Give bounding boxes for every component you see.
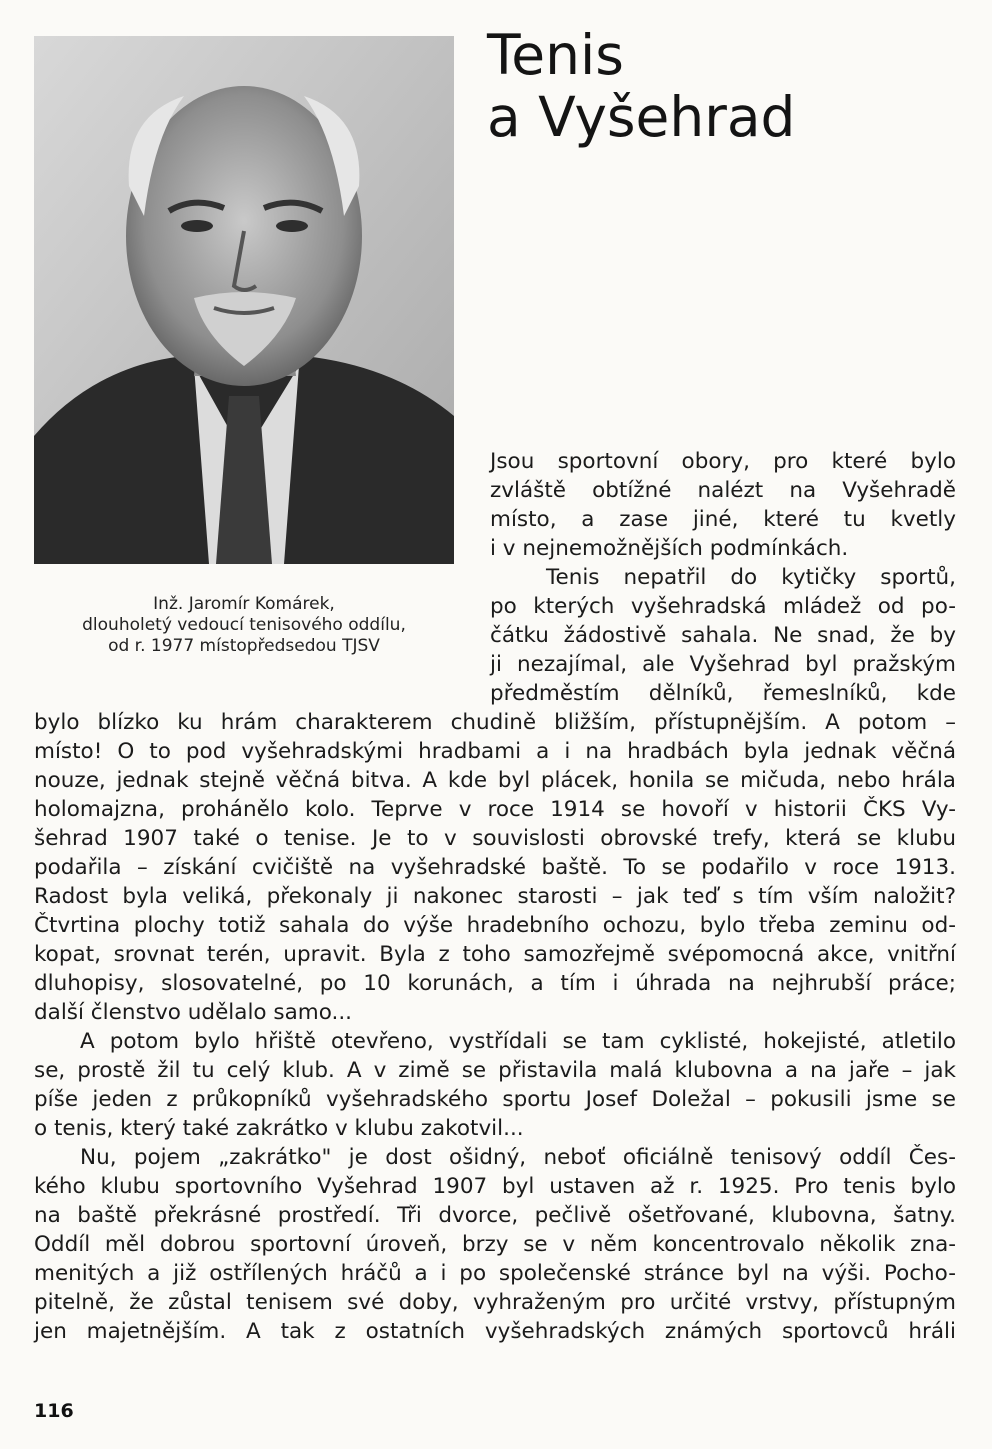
caption-line: Inž. Jaromír Komárek, — [153, 594, 335, 614]
caption-line: od r. 1977 místopředsedou TJSV — [108, 636, 380, 656]
body-line: Nu, pojem „zakrátko" je dost ošidný, neboť oficiálně tenisový oddíl Čes- — [80, 1145, 956, 1170]
caption-line: dlouholetý vedoucí tenisového oddílu, — [82, 615, 406, 635]
body-line: ji nezajímal, ale Vyšehrad byl pražským — [490, 652, 956, 677]
body-line: zvláště obtížné nalézt na Vyšehradě — [490, 478, 956, 503]
body-line: čátku žádostivě sahala. Ne snad, že by — [490, 623, 956, 648]
body-line: Oddíl měl dobrou sportovní úroveň, brzy se v něm koncentrovalo několik zna- — [34, 1232, 956, 1257]
body-line: kopat, srovnat terén, upravit. Byla z toho samozřejmě svépomocná akce, vnitřní — [34, 942, 956, 967]
body-line: A potom bylo hřiště otevřeno, vystřídali se tam cyklisté, hokejisté, atletilo — [80, 1029, 956, 1054]
body-line: holomajzna, prohánělo kolo. Teprve v roce 1914 se hovoří v historii ČKS Vy- — [34, 797, 956, 822]
body-line: další členstvo udělalo samo... — [34, 1000, 353, 1025]
article-title — [487, 24, 795, 148]
page-number: 116 — [34, 1400, 74, 1422]
body-line: i v nejnemožnějších podmínkách. — [490, 536, 849, 561]
body-line: dluhopisy, slosovatelné, po 10 korunách, a tím i úhrada na nejhrubší práce; — [34, 971, 956, 996]
body-line: nouze, jednak stejně věčná bitva. A kde byl plácek, honila se mičuda, nebo hrála — [34, 768, 956, 793]
title-line-2: a Vyšehrad — [487, 85, 796, 149]
body-line: Tenis nepatřil do kytičky sportů, — [546, 565, 956, 590]
body-line: bylo blízko ku hrám charakterem chudině bližším, přístupnějším. A potom – — [34, 710, 956, 735]
title-line-1: Tenis — [487, 23, 624, 87]
body-line: o tenis, který také zakrátko v klubu zakotvil... — [34, 1116, 524, 1141]
body-line: menitých a již ostřílených hráčů a i po společenské stránce byl na výši. Pocho- — [34, 1261, 956, 1286]
body-line: po kterých vyšehradská mládež od po- — [490, 594, 956, 619]
body-line: pitelně, že zůstal tenisem své doby, vyhraženým pro určité vrstvy, přístupným — [34, 1290, 956, 1315]
body-line: místo! O to pod vyšehradskými hradbami a i na hradbách byla jednak věčná — [34, 739, 956, 764]
photo-caption — [34, 594, 454, 657]
body-line: Čtvrtina plochy totiž sahala do výše hradebního ochozu, bylo třeba zeminu od- — [34, 913, 956, 938]
body-line: na baště překrásné prostředí. Tři dvorce, pečlivě ošetřované, klubovna, šatny. — [34, 1203, 956, 1228]
body-line: Jsou sportovní obory, pro které bylo — [490, 449, 956, 474]
portrait-photo — [34, 36, 454, 564]
body-line: Radost byla veliká, překonaly ji nakonec starosti – jak teď s tím vším naložit? — [34, 884, 956, 909]
body-line: se, prostě žil tu celý klub. A v zimě se přistavila malá klubovna a na jaře – jak — [34, 1058, 956, 1083]
body-line: předměstím dělníků, řemeslníků, kde — [490, 681, 956, 706]
body-line: jen majetnějším. A tak z ostatních vyšehradských známých sportovců hráli — [34, 1319, 956, 1344]
body-line: podařila – získání cvičiště na vyšehradské baště. To se podařilo v roce 1913. — [34, 855, 956, 880]
body-line: šehrad 1907 také o tenise. Je to v souvislosti obrovské trefy, která se klubu — [34, 826, 956, 851]
body-line: místo, a zase jiné, které tu kvetly — [490, 507, 956, 532]
body-line: kého klubu sportovního Vyšehrad 1907 byl ustaven až r. 1925. Pro tenis bylo — [34, 1174, 956, 1199]
body-line: píše jeden z průkopníků vyšehradského sportu Josef Doležal – pokusili jsme se — [34, 1087, 956, 1112]
